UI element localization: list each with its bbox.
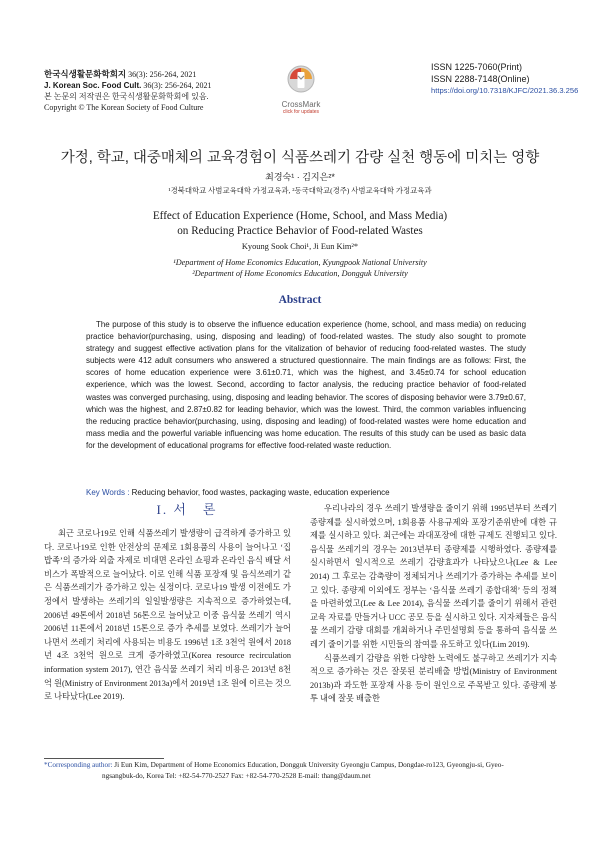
crossmark-label: CrossMark [281,100,321,109]
english-title-line1: Effect of Education Experience (Home, School, and Mass Media) [152,210,448,222]
right-column [310,502,557,706]
section-heading-introduction: I. 서 론 [156,502,218,517]
doi-link[interactable]: https://doi.org/10.7318/KJFC/2021.36.3.256 [431,86,579,95]
abstract-body: The purpose of this study is to observe the influence education experience (home, school, and mass media) on reducing practice behavior(purchasing, using, disposing and leading) of food-related wastes. The study also sought to promote strategy and suggest effective activation plans for the vitalization of behavior of reducing food-related wastes. The study subjects were 412 adult consumers who answered a structured questionnaire. The main findings are as follows: First, the scores of home education experience were 3.61±0.71, which was the highest, and 3.45±0.74 for school education experience, which was the lowest. Second, according to factor analysis, the reducing practice behavior of food-related wastes was converged purchasing, using, disposing and leading behavior. The scores of disposing behavior were 3.79±0.67, which was the highest, and 2.87±0.82 for leading behavior, which was the lowest. Third, the common variables influencing the reducing practice behavior(purchasing, using, disposing and leading) of food-related wastes were home education and mass media and the powerful variable influencing was home education. The results of this study can be used as basic data for the development of educational programs for effective food-related waste reduction. [86,320,526,450]
left-column-paragraph: 최근 코로나19로 인해 식품쓰레기 발생량이 급격하게 증가하고 있다. 코로나19로 인한 안전상의 문제로 1회용품의 사용이 늘어나고 ‘집밥족’의 증가와 외출 자제로 비대면 온라인 쇼핑과 온라인 음식 배달 서비스가 폭발적으로 늘어났다. 이로 인해 식품 포장재 및 음식쓰레기 같은 식품쓰레기가 증가하고 있는 실정이다. 코로나19 발생 이전에도 가정에서 발생하는 쓰레기의 일일발생량은 지속적으로 증가하였는데, 2006년 49톤에서 2018년 56톤으로 늘어났고 이중 음식물 쓰레기 역시 2006년 11톤에서 2018년 15톤으로 증가 추세를 보였다. 쓰레기가 늘어나면서 쓰레기 처리에 사용되는 비용도 1996년 1조 3천억 원에서 2018년 4조 3천억 원으로 크게 증가하였고(Korea resource recirculation information system 2017), 연간 음식물 쓰레기 처리 비용은 2013년 8천억 원(Ministry of Environment 2013a)에서 2019년 1조 원에 이르는 것으로 나타났다(Lee 2019). [44,529,291,702]
keywords-text: Reducing behavior, food wastes, packaging waste, education experience [131,488,390,497]
english-authors: Kyoung Sook Choi¹, Ji Eun Kim²* [241,242,359,251]
crossmark-badge[interactable] [268,64,334,115]
corresponding-author-note [44,760,558,781]
english-affiliation-2: ²Department of Home Economics Education, Dongguk University [192,269,408,278]
copyright-korean: 본 논문의 저작권은 한국식생활문화학회에 있음. [44,92,209,101]
keywords-label: Key Words : [86,488,130,497]
journal-english-citation: 36(3): 256-264, 2021 [143,81,212,90]
journal-header [44,69,212,113]
issn-online: ISSN 2288-7148(Online) [431,74,530,84]
journal-english-name: J. Korean Soc. Food Cult. [44,81,142,90]
english-affiliation-1: ¹Department of Home Economics Education, Kyungpook National University [173,258,427,267]
corresponding-line-1 [44,760,558,771]
english-title [0,209,600,239]
crossmark-sublabel: click for updates [282,109,320,115]
journal-korean-line [44,69,212,80]
copyright-english: Copyright © The Korean Society of Food Culture [44,103,204,112]
korean-authors: 최경숙¹ · 김지은²* [265,172,335,182]
abstract-heading: Abstract [278,294,322,306]
right-column-paragraph-2: 식품쓰레기 감량을 위한 다양한 노력에도 불구하고 쓰레기가 지속적으로 증가하는 것은 잘못된 분리배출 방법(Ministry of Environment 2013b)과 과도한 포장재 사용 등이 원인으로 주목받고 있다. 종량제 봉투 내에 잘못 배출한 [310,653,557,704]
corresponding-text-2: ngsangbuk-do, Korea Tel: +82-54-770-2527 Fax: +82-54-770-2528 E-mail: thang@daum.net [102,771,371,780]
footnote-divider [44,758,164,759]
journal-korean-citation: 36(3): 256-264, 2021 [128,70,197,79]
right-column-paragraph-1: 우리나라의 경우 쓰레기 발생량을 줄이기 위해 1995년부터 쓰레기 종량제를 실시하였으며, 1회용품 사용규제와 포장기준위반에 대한 규제를 실시하고 있다. 최근에는 과대포장에 대한 규제도 진행되고 있다. 음식물 쓰레기의 경우는 2013년부터 종량제를 시행하였다. 종량제를 실시하면서 일시적으로 쓰레기 감량효과가 나타났으나(Lee & Lee 2014) 그 후로는 감축량이 정체되거나 쓰레기가 증가하는 추세를 보이고 있다. 종량제 이외에도 정부는 ‘음식물 쓰레기 종합대책’ 등의 정책을 마련하였고(Lee & Lee 2014), 음식물 쓰레기를 줄이기 위해서 관련 교육 자료를 만들거나 UCC 공모 등을 실시하고 있다. 지자체들은 음식물 쓰레기 감량 대회를 개최하거나 주민설명회 등을 통하여 음식물 쓰레기 줄이기를 위한 시민들의 참여를 유도하고 있다(Lim 2019). [310,504,557,649]
crossmark-icon [286,64,316,94]
corresponding-label: *Corresponding author: [44,761,113,769]
corresponding-text-1: Ji Eun Kim, Department of Home Economics Education, Dongguk University Gyeongju Campus, Dongdae-ro123, Gyeongju-si, Gyeo- [114,761,504,769]
journal-korean-name: 한국식생활문화학회지 [44,69,127,79]
english-title-line2: on Reducing Practice Behavior of Food-related Wastes [177,225,423,237]
korean-title: 가정, 학교, 대중매체의 교육경험이 식품쓰레기 감량 실천 행동에 미치는 영향 [60,150,540,166]
keywords-line [86,488,526,497]
issn-print: ISSN 1225-7060(Print) [431,62,523,72]
journal-english-line [44,80,212,91]
korean-affiliations: ¹경북대학교 사범교육대학 가정교육과, ²동국대학교(경주) 사범교육대학 가정교육과 [168,186,432,195]
english-affiliations [0,257,600,279]
issn-block [431,61,579,97]
